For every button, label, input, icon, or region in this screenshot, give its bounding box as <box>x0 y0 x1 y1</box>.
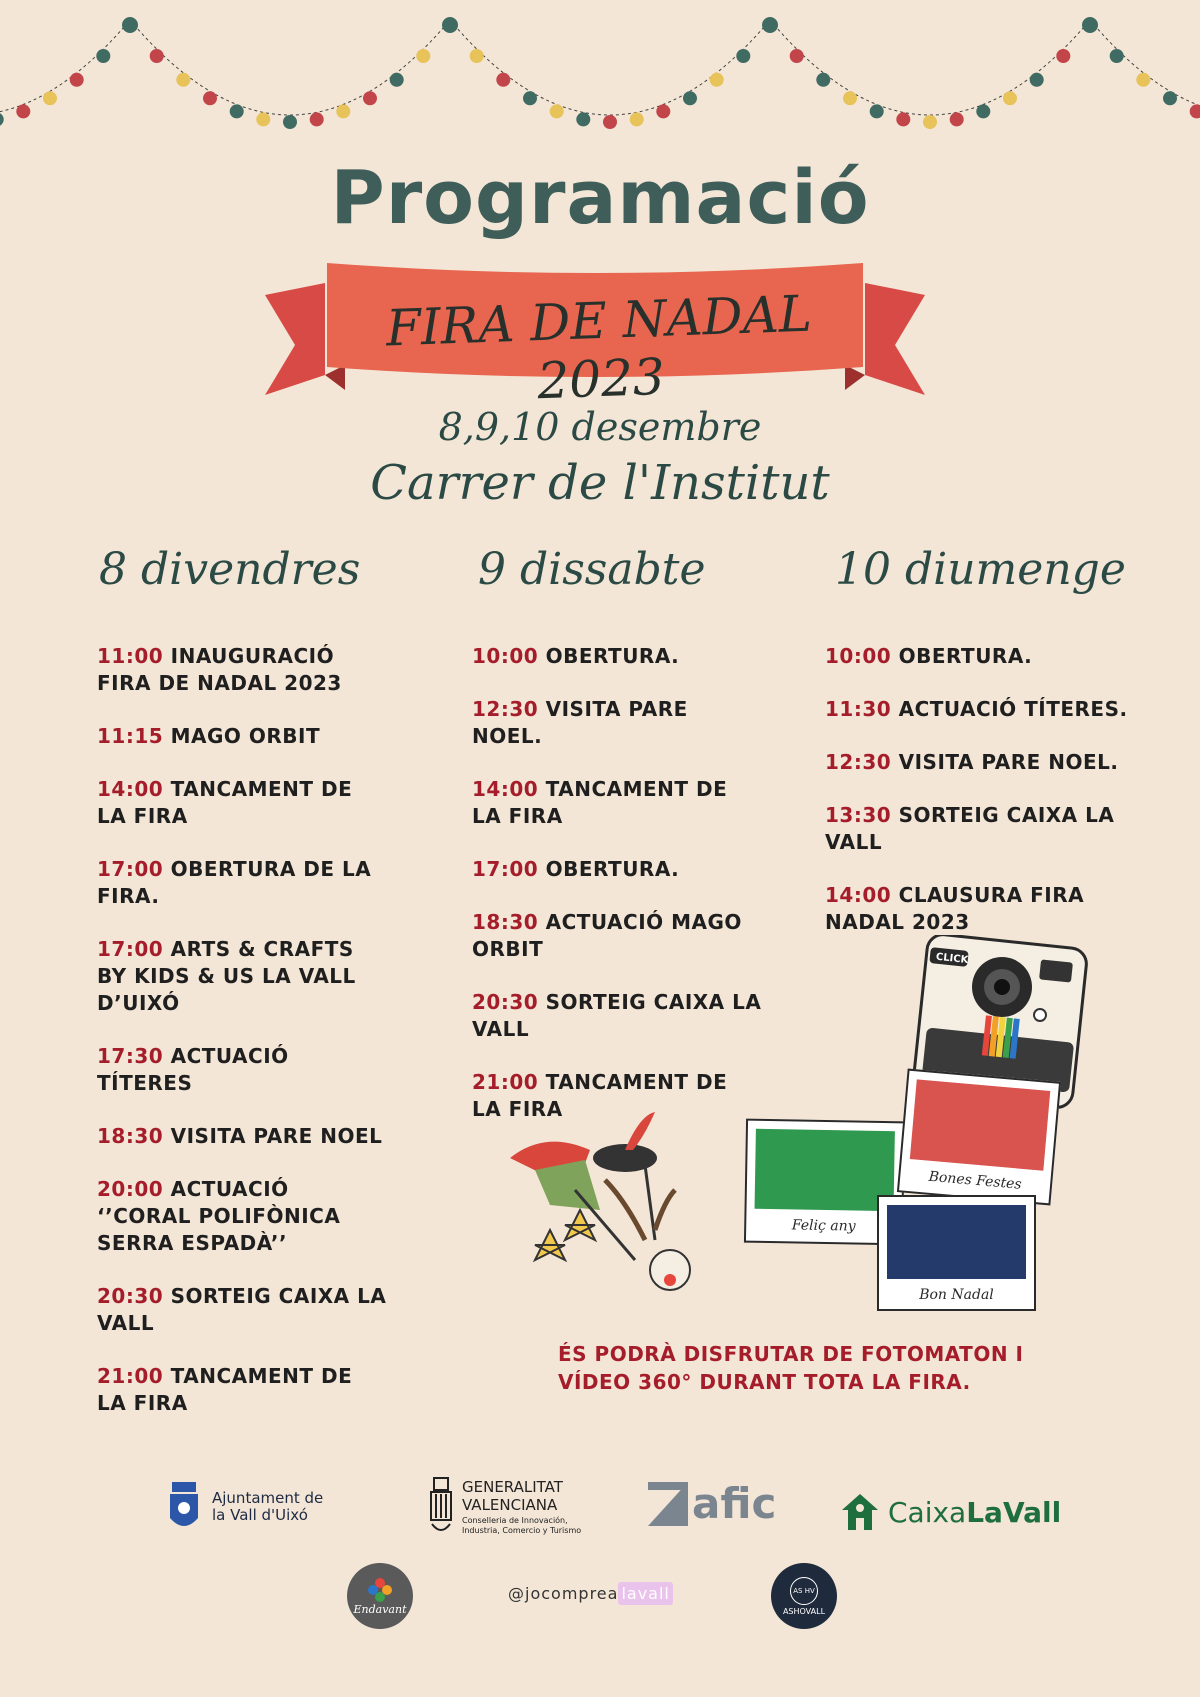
schedule-activity: TANCAMENT DE LA FIRA <box>97 1364 353 1415</box>
light-bulb <box>950 112 964 126</box>
schedule-activity: SORTEIG CAIXA LA VALL <box>97 1284 387 1335</box>
schedule-item <box>97 1176 387 1257</box>
schedule-activity: VISITA PARE NOEL <box>163 1124 383 1148</box>
light-bulb <box>896 112 910 126</box>
schedule-time: 20:30 <box>472 990 539 1014</box>
light-bulb <box>1110 49 1124 63</box>
schedule-activity: TANCAMENT DE LA FIRA <box>97 777 353 828</box>
day-heading: 8 divendres <box>99 544 361 595</box>
light-bulb <box>1003 91 1017 105</box>
schedule-activity: ACTUACIÓ ‘’CORAL POLIFÒNICA SERRA ESPADÀ’’ <box>97 1177 341 1255</box>
schedule-item <box>97 643 387 697</box>
generalitat-emblem-icon <box>428 1476 454 1538</box>
light-bulb <box>923 115 937 129</box>
light-bulb <box>790 49 804 63</box>
schedule-time: 17:00 <box>472 857 539 881</box>
event-list <box>825 643 1145 936</box>
instagram-handle-b: lavall <box>618 1582 672 1605</box>
logo-jocomprealavall <box>508 1584 673 1603</box>
schedule-time: 14:00 <box>97 777 164 801</box>
schedule-time: 17:00 <box>97 937 164 961</box>
light-bulb <box>256 112 270 126</box>
light-bulb <box>710 73 724 87</box>
schedule-time: 18:30 <box>97 1124 164 1148</box>
day-heading: 10 diumenge <box>835 544 1126 595</box>
schedule-activity: MAGO ORBIT <box>163 724 321 748</box>
light-bulb <box>96 49 110 63</box>
light-bulb <box>523 91 537 105</box>
light-bulb <box>576 112 590 126</box>
schedule-item <box>97 1123 387 1150</box>
light-bulb <box>390 73 404 87</box>
schedule-activity: SORTEIG CAIXA LA VALL <box>825 803 1115 854</box>
logo-caixalavall <box>840 1492 1061 1532</box>
schedule-activity: ACTUACIÓ TÍTERES. <box>891 697 1128 721</box>
schedule-item <box>472 989 762 1043</box>
schedule-activity: ACTUACIÓ TÍTERES <box>97 1044 289 1095</box>
generalitat-line1: GENERALITAT <box>462 1478 563 1496</box>
schedule-item <box>472 856 762 883</box>
schedule-item <box>825 749 1145 776</box>
party-props-illustration <box>505 1110 715 1325</box>
day-heading: 9 dissabte <box>478 544 706 595</box>
camera-click-label: CLICK <box>935 951 969 967</box>
event-dates: 8,9,10 desembre <box>438 405 762 449</box>
schedule-time: 12:30 <box>472 697 539 721</box>
day-column-saturday <box>472 545 762 1149</box>
light-bulb <box>656 104 670 118</box>
light-bulb <box>1190 104 1200 118</box>
christmas-lights-garland <box>0 0 1200 130</box>
light-bulb <box>176 73 190 87</box>
light-bulb <box>43 91 57 105</box>
schedule-time: 12:30 <box>825 750 892 774</box>
schedule-activity: TANCAMENT DE LA FIRA <box>472 1070 728 1121</box>
schedule-item <box>97 776 387 830</box>
light-bulb <box>363 91 377 105</box>
ajuntament-line2: la Vall d'Uixó <box>212 1506 308 1524</box>
light-bulb <box>496 73 510 87</box>
schedule-activity: OBERTURA DE LA FIRA. <box>97 857 372 908</box>
instagram-handle-a: @jocomprea <box>508 1584 619 1603</box>
endavant-text: Endavant <box>353 1602 407 1616</box>
photo-caption: Bones Festes <box>928 1168 1023 1193</box>
light-bulb <box>870 104 884 118</box>
logo-generalitat <box>428 1476 581 1538</box>
photo-caption: Feliç any <box>791 1217 856 1235</box>
schedule-activity: VISITA PARE NOEL. <box>472 697 688 748</box>
light-bulb <box>442 17 458 33</box>
schedule-time: 17:00 <box>97 857 164 881</box>
light-bulb <box>683 91 697 105</box>
schedule-activity: OBERTURA. <box>538 644 680 668</box>
event-location: Carrer de l'Institut <box>370 455 830 511</box>
ribbon-title: FIRA DE NADAL 2023 <box>385 284 813 411</box>
light-bulb <box>70 73 84 87</box>
light-bulb <box>16 104 30 118</box>
light-bulb <box>416 49 430 63</box>
ajuntament-shield-icon <box>168 1480 200 1534</box>
schedule-activity: ACTUACIÓ MAGO ORBIT <box>472 910 742 961</box>
schedule-activity: OBERTURA. <box>538 857 680 881</box>
schedule-item <box>97 936 387 1017</box>
schedule-item <box>825 643 1145 670</box>
light-bulb <box>816 73 830 87</box>
schedule-time: 10:00 <box>825 644 892 668</box>
logo-ashovall <box>771 1563 837 1629</box>
light-bulb <box>736 49 750 63</box>
light-bulb <box>762 17 778 33</box>
light-bulb <box>630 112 644 126</box>
generalitat-sub2: Industria, Comercio y Turismo <box>462 1526 582 1535</box>
logo-endavant <box>347 1563 413 1629</box>
light-bulb <box>150 49 164 63</box>
light-bulb <box>1163 91 1177 105</box>
light-bulb <box>1082 17 1098 33</box>
schedule-item <box>97 1043 387 1097</box>
light-bulb <box>230 104 244 118</box>
light-bulb <box>122 17 138 33</box>
schedule-item <box>825 882 1145 936</box>
schedule-activity: SORTEIG CAIXA LA VALL <box>472 990 762 1041</box>
page-title: Programació <box>330 155 870 241</box>
schedule-item <box>472 776 762 830</box>
light-bulb <box>603 115 617 129</box>
generalitat-sub1: Conselleria de Innovación, <box>462 1516 568 1525</box>
schedule-activity: VISITA PARE NOEL. <box>891 750 1119 774</box>
ashovall-mark: AS HV <box>790 1577 818 1605</box>
caixa-text-b: LaVall <box>966 1495 1062 1529</box>
light-bulb <box>1030 73 1044 87</box>
day-column-sunday <box>825 545 1145 962</box>
schedule-time: 21:00 <box>97 1364 164 1388</box>
schedule-time: 11:00 <box>97 644 164 668</box>
light-bulb <box>843 91 857 105</box>
schedule-item <box>825 696 1145 723</box>
generalitat-line2: VALENCIANA <box>462 1496 558 1514</box>
afic-mark-icon <box>648 1482 688 1526</box>
ashovall-text: ASHOVALL <box>782 1606 826 1616</box>
photo-caption: Bon Nadal <box>919 1287 994 1303</box>
schedule-item <box>472 696 762 750</box>
day-column-friday <box>97 545 387 1443</box>
photo-card-middle <box>897 1069 1061 1206</box>
schedule-time: 13:30 <box>825 803 892 827</box>
schedule-time: 11:30 <box>825 697 892 721</box>
photo-card-bottom <box>877 1195 1036 1311</box>
afic-text: afic <box>692 1479 777 1528</box>
light-bulb <box>976 104 990 118</box>
event-list <box>472 643 762 1123</box>
schedule-activity: OBERTURA. <box>891 644 1033 668</box>
caixa-text-a: Caixa <box>888 1495 967 1529</box>
endavant-flower-icon <box>367 1577 393 1603</box>
schedule-item <box>97 856 387 910</box>
light-bulb <box>336 104 350 118</box>
schedule-time: 18:30 <box>472 910 539 934</box>
schedule-activity: TANCAMENT DE LA FIRA <box>472 777 728 828</box>
logo-afic <box>648 1479 777 1528</box>
schedule-activity: ARTS & CRAFTS BY KIDS & US LA VALL D’UIXÓ <box>97 937 356 1015</box>
light-bulb <box>1056 49 1070 63</box>
schedule-item <box>472 909 762 963</box>
light-bulb <box>203 91 217 105</box>
schedule-item <box>97 723 387 750</box>
schedule-activity: INAUGURACIÓ FIRA DE NADAL 2023 <box>97 644 342 695</box>
light-bulb <box>310 112 324 126</box>
photobooth-note: ÉS PODRÀ DISFRUTAR DE FOTOMATON I VÍDEO 360° DURANT TOTA LA FIRA. <box>558 1342 1024 1394</box>
schedule-time: 20:30 <box>97 1284 164 1308</box>
schedule-time: 14:00 <box>472 777 539 801</box>
schedule-item <box>97 1363 387 1417</box>
light-bulb <box>0 112 4 126</box>
schedule-time: 21:00 <box>472 1070 539 1094</box>
logo-ajuntament <box>168 1480 323 1534</box>
schedule-item <box>825 802 1145 856</box>
ajuntament-line1: Ajuntament de <box>212 1489 324 1507</box>
light-bulb <box>283 115 297 129</box>
schedule-time: 14:00 <box>825 883 892 907</box>
caixalavall-house-icon <box>840 1492 880 1532</box>
light-bulb <box>470 49 484 63</box>
schedule-item <box>97 1283 387 1337</box>
schedule-activity: CLAUSURA FIRA NADAL 2023 <box>825 883 1085 934</box>
light-bulb <box>550 104 564 118</box>
light-bulb <box>1136 73 1150 87</box>
schedule-time: 17:30 <box>97 1044 164 1068</box>
schedule-time: 20:00 <box>97 1177 164 1201</box>
event-list <box>97 643 387 1417</box>
schedule-time: 11:15 <box>97 724 164 748</box>
schedule-item <box>472 643 762 670</box>
schedule-time: 10:00 <box>472 644 539 668</box>
